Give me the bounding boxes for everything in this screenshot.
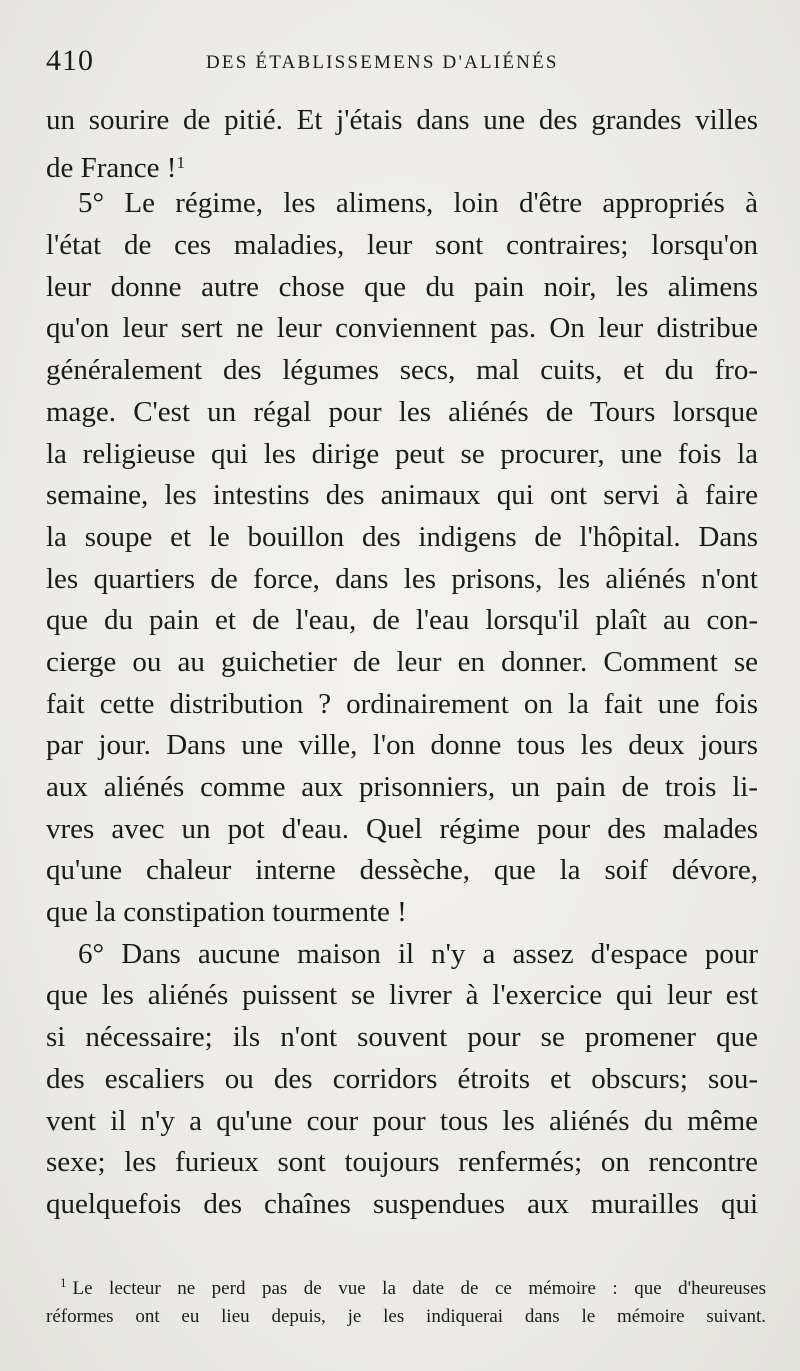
- text-line: vent il n'y a qu'une cour pour tous les aliénés du même: [46, 1104, 758, 1137]
- body-text: [46, 100, 758, 1226]
- footnote-line: [46, 1266, 766, 1300]
- text-line: la religieuse qui les dirige peut se procurer, une fois la: [46, 437, 758, 470]
- footnote-line: réformes ont eu lieu depuis, je les indiquerai dans le mémoire suivant.: [46, 1306, 766, 1327]
- text-line: semaine, les intestins des animaux qui ont servi à faire: [46, 479, 758, 512]
- text-line: leur donne autre chose que du pain noir, les alimens: [46, 270, 758, 303]
- text-line: sexe; les furieux sont toujours renfermés; on rencontre: [46, 1146, 758, 1179]
- page-number: 410: [46, 44, 94, 77]
- text-line: que du pain et de l'eau, de l'eau lorsqu'il plaît au con-: [46, 604, 758, 637]
- text-line: des escaliers ou des corridors étroits et obscurs; sou-: [46, 1062, 758, 1095]
- footnote-text: Le lecteur ne perd pas de vue la date de ce mémoire : que d'heureuses: [72, 1278, 766, 1299]
- paragraph-start-line: 6° Dans aucune maison il n'y a assez d'espace pour: [78, 937, 758, 970]
- text-line: un sourire de pitié. Et j'étais dans une des grandes villes: [46, 104, 758, 136]
- text-line: [46, 142, 758, 184]
- footnote-reference: 1: [176, 152, 185, 172]
- text-line: la soupe et le bouillon des indigens de l'hôpital. Dans: [46, 520, 758, 553]
- footnote-marker: 1: [60, 1275, 67, 1290]
- text-line: l'état de ces maladies, leur sont contraires; lorsqu'on: [46, 229, 758, 262]
- text-line: quelquefois des chaînes suspendues aux murailles qui: [46, 1187, 758, 1220]
- text-line: mage. C'est un régal pour les aliénés de Tours lorsque: [46, 395, 758, 428]
- text-line: aux aliénés comme aux prisonniers, un pain de trois li-: [46, 771, 758, 803]
- running-head: DES ÉTABLISSEMENS D'ALIÉNÉS: [206, 52, 559, 73]
- text-line: qu'une chaleur interne dessèche, que la soif dévore,: [46, 854, 758, 887]
- text-line: si nécessaire; ils n'ont souvent pour se promener que: [46, 1021, 758, 1054]
- text-line: vres avec un pot d'eau. Quel régime pour des malades: [46, 812, 758, 845]
- text-line: par jour. Dans une ville, l'on donne tous les deux jours: [46, 729, 758, 762]
- paragraph-start-line: 5° Le régime, les alimens, loin d'être appropriés à: [78, 187, 758, 220]
- text-line: que la constipation tourmente !: [46, 896, 407, 929]
- text-line: cierge ou au guichetier de leur en donner. Comment se: [46, 645, 758, 678]
- text-line: que les aliénés puissent se livrer à l'exercice qui leur est: [46, 979, 758, 1012]
- text-line: qu'on leur sert ne leur conviennent pas. On leur distribue: [46, 312, 758, 345]
- footnote: [46, 1266, 766, 1334]
- text-line: les quartiers de force, dans les prisons, les aliénés n'ont: [46, 562, 758, 595]
- text-line-content: de France !: [46, 151, 177, 184]
- text-line: généralement des légumes secs, mal cuits, et du fro-: [46, 354, 758, 387]
- page-header: [46, 44, 754, 84]
- text-line: fait cette distribution ? ordinairement on la fait une fois: [46, 687, 758, 720]
